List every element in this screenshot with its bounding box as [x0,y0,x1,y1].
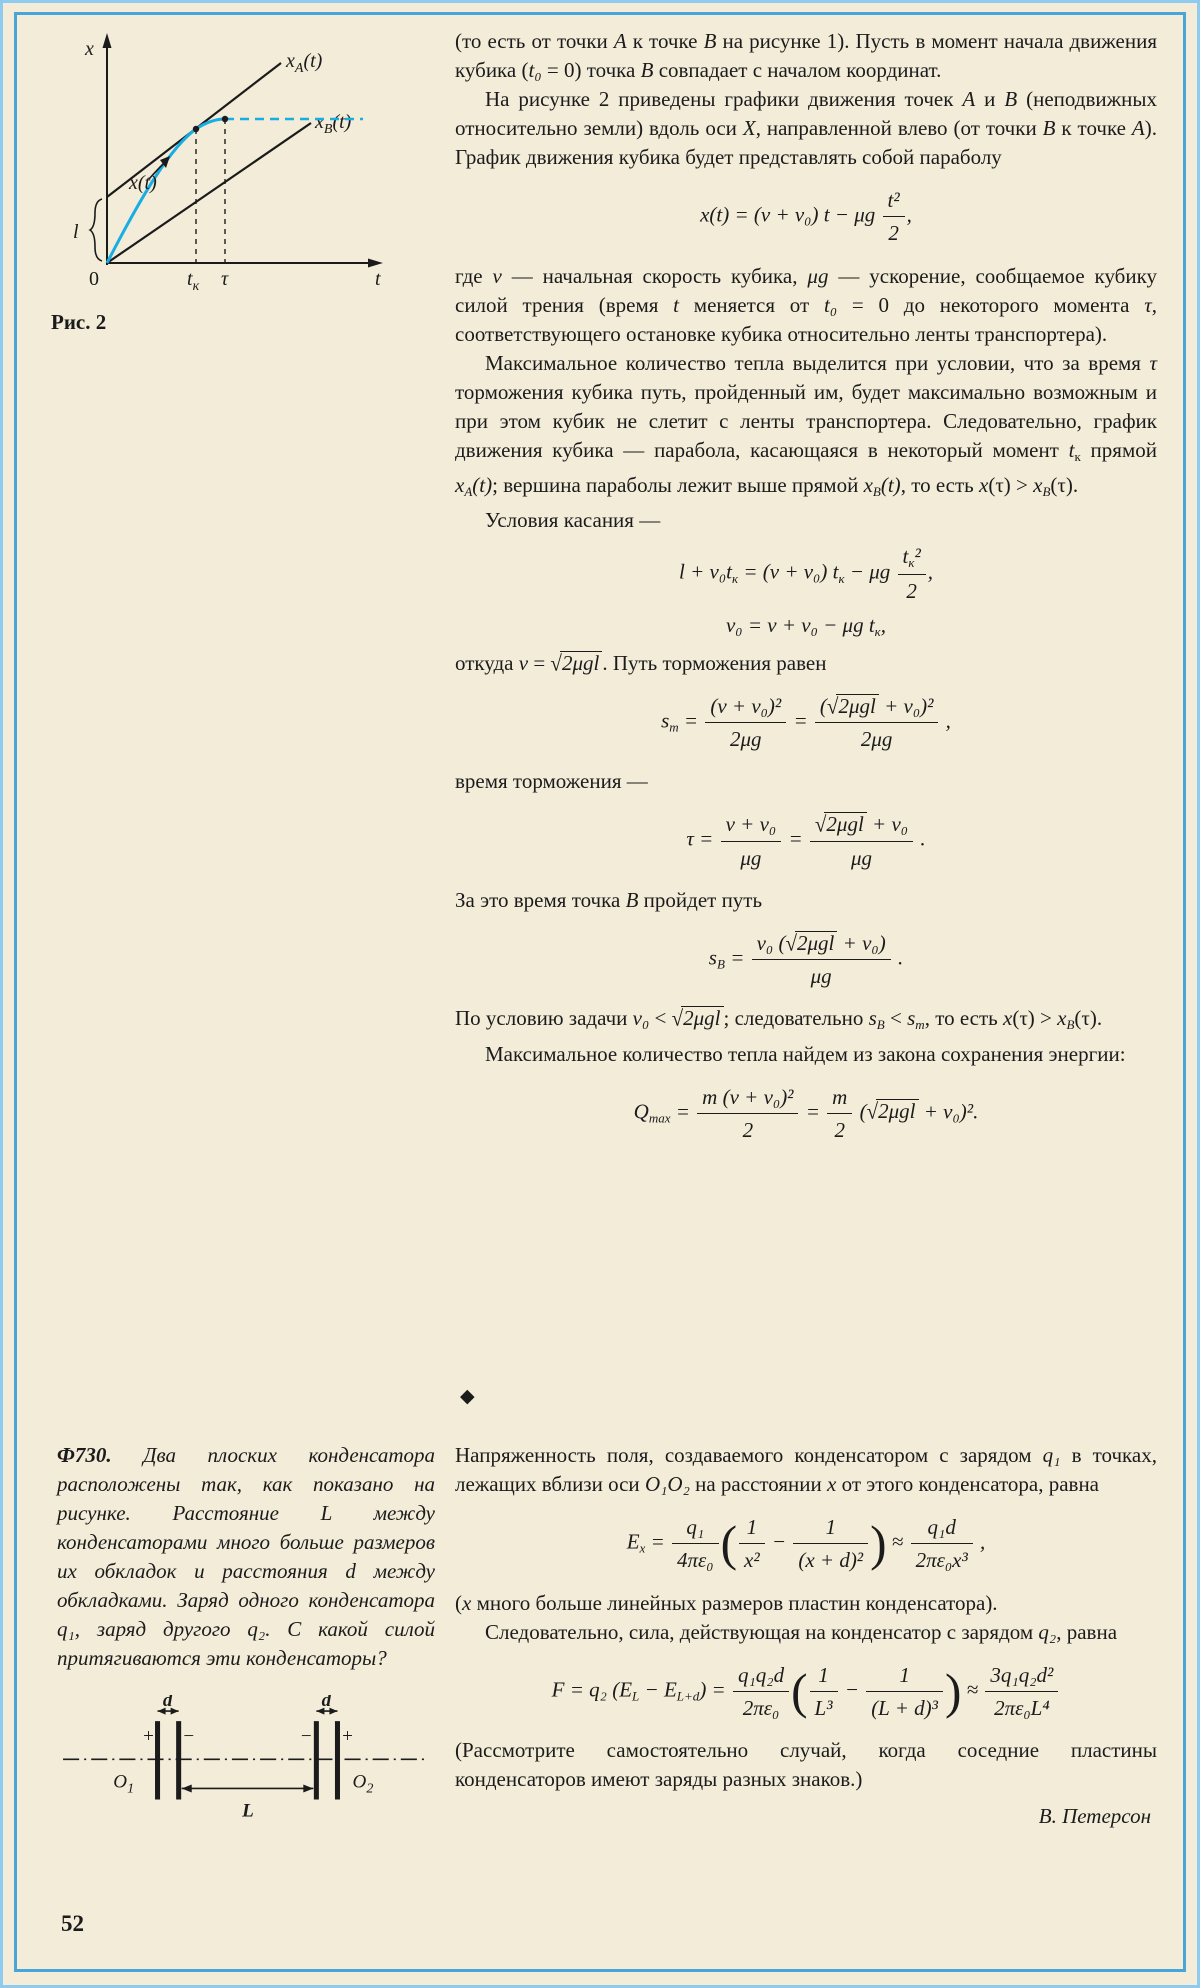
paragraph: (x много больше линейных размеров пластин конденсатора). [455,1590,998,1615]
equation-braking-time: τ = $\frac{\text{v + v₀}}{\mu g}$ = $\frac{\text{√2μgl + v₀}}{\mu g}$ . [686,811,926,870]
page-number: 52 [61,1911,84,1936]
parabola-curve [107,119,225,263]
paragraph: Максимальное количество тепла выделится при условии, что за время τ торможения кубика путь, пройденный им, будет максимально возможным и при этом кубик не слетит с ленты транспортера. Следовательно, график движения кубика — парабола, касающаяся в некоторый момент tк прямой xA(t); вершина параболы лежит выше прямой xB(t), то есть x(τ) > xB(τ). [455,350,1157,499]
paragraph: откуда v = √2μgl . Путь торможения равен [455,650,827,676]
equation-sB: sB = $\frac{\text{v₀ (√2μgl + v₀)}}{\mu g}$ . [708,930,904,989]
paragraph: Следовательно, сила, действующая на конденсатор с зарядом q₂, равна [485,1619,1118,1644]
equation-braking-path: sт = $\frac{\text{(v + v₀)²}}{2\mu g}$ = $\frac{\text{(√2μgl + v₀)²}}{2\mu g}$ , [661,693,951,752]
label-t-axis: t [375,268,381,290]
paragraph: Условия касания — [485,507,661,532]
left-plus-sign: + [143,1726,154,1748]
tangency-point [193,126,199,132]
figure-2-graph [43,27,405,295]
right-plus-sign: + [342,1726,353,1748]
equation-field-Ex: Ex = $\frac{\text{q₁}}{\text{4πε₀}}$ ( $\frac{1}{\text{x²}}$ − $\frac{1}{\text{(x + d)²}}$ ) ≈ $\frac{\text{q₁d}}{\text{2πε₀x³}}$ , [626,1515,986,1573]
diamond-separator: ◆ [460,1386,475,1407]
label-x-axis: x [85,38,94,60]
label-L: L [242,1800,254,1822]
capacitors-figure [57,1695,435,1828]
paragraph: (то есть от точки A к точке B на рисунке 1). Пусть в момент начала движения кубика (t₀ = 0) точка B совпадает с началом координат. [455,29,1157,82]
solution-f730-column [455,1441,1157,1831]
label-d-right: d [321,1695,332,1712]
equation-parabola: x(t) = (v + v₀) t − μg $\frac{\text{t²}}{2}$ , [700,188,912,246]
figure-2-caption: Рис. 2 [51,310,107,334]
x-axis-arrow [103,33,112,48]
author-name: В. Петерсон [1038,1804,1151,1828]
problem-statement: Ф730. Два плоских конденсатора расположены так, как показано на рисунке. Расстояние L между конденсаторами много больше размеров их обкладок и расстояния d между обкладками. Заряд одного конденсатора q₁, заряд другого q₂. С какой силой притягиваются эти конденсаторы? [57,1443,435,1670]
right-minus-sign: − [300,1726,312,1748]
label-origin: 0 [89,268,99,290]
L-arrowhead [303,1784,313,1792]
label-O2: $O_2$ [352,1771,374,1797]
label-tau: τ [221,268,229,290]
figure-2-block [43,27,405,335]
label-xB: $x_B(t)$ [315,111,352,137]
paragraph: время торможения — [455,769,648,794]
equation-tangency-1: l + v₀tк = (v + v₀) tк − μg $\frac{\text{tк²}}{2}$ , [679,543,933,604]
label-tk: $t_к$ [187,268,200,294]
equation-force-F: F = q₂ (EL − EL+d) = $\frac{\text{q₁q₂d}}{\text{2πε₀}}$ ( $\frac{1}{\text{L³}}$ − $\frac{1}{\text{(L + d)³}}$ ) ≈ $\frac{\text{3q₁q₂d²}}{\text{2πε₀L⁴}}$ [455,1662,1157,1722]
vertex-point [222,116,228,122]
paragraph: За это время точка B пройдет путь [455,887,763,912]
paragraph: где v — начальная скорость кубика, μg — ускорение, сообщаемое кубику силой трения (время t меняется от t₀ = 0 до некоторого момента τ, соответствующего остановке кубика относительно ленты транспортера). [455,263,1157,346]
paragraph: По условию задачи v₀ < √2μgl ; следовательно sB < sт, то есть x(τ) > xB(τ). [455,1005,1103,1033]
L-arrowhead [182,1784,192,1792]
paragraph: (Рассмотрите самостоятельно случай, когда соседние пластины конденсаторов имеют заряды разных знаков.) [455,1738,1157,1791]
label-d-left: d [162,1695,173,1712]
label-O1: $O_1$ [113,1771,135,1797]
label-xt: x(t) [129,172,157,194]
equation-qmax: Qmax = $\frac{\text{m (v + v₀)²}}{2}$ = $\frac{m}{2}$ (√2μgl + v₀)². [633,1084,979,1142]
paragraph: На рисунке 2 приведены графики движения точек A и B (неподвижных относительно земли) вдоль оси X, направленной влево (от точки B к точке A). График движения кубика будет представлять собой параболу [455,87,1157,169]
solution-1-column [455,27,1157,1158]
t-axis-arrow [368,259,383,268]
l-brace [90,199,102,261]
paragraph: Напряженность поля, создаваемого конденсатором с зарядом q₁ в точках, лежащих вблизи оси O₁O₂ на расстоянии x от этого конденсатора, равна [455,1443,1158,1496]
left-minus-sign: − [183,1726,195,1748]
paragraph: Максимальное количество тепла найдем из закона сохранения энергии: [485,1041,1126,1066]
label-xA: $x_A(t)$ [286,50,323,76]
label-l: l [73,221,79,243]
problem-f730-block [57,1441,435,1833]
equation-tangency-2: v₀ = v + v₀ − μg tк, [725,613,887,640]
